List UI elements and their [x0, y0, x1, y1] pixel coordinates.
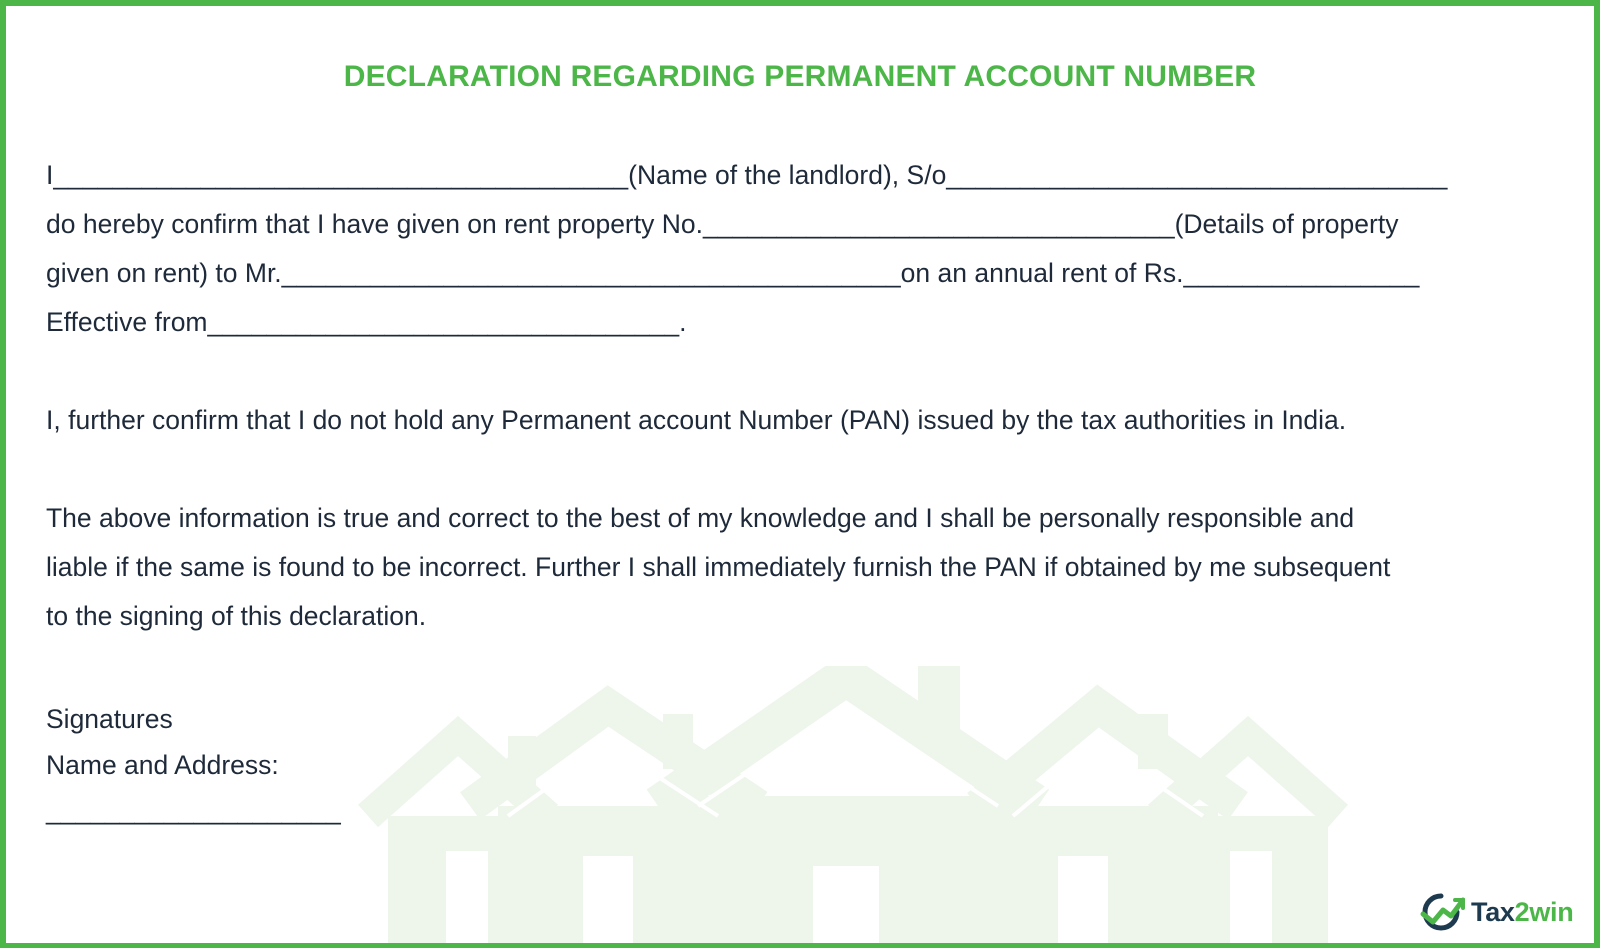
signatures-label: Signatures [46, 704, 173, 734]
paragraph-1-line-2: do hereby confirm that I have given on rent property No.________________________________(Details of property [46, 209, 1399, 239]
paragraph-3-line-1: The above information is true and correct to the best of my knowledge and I shall be personally responsible and [46, 503, 1355, 533]
paragraph-1-line-3: given on rent) to Mr.__________________________________________on an annual rent of Rs.________________ [46, 258, 1420, 288]
logo-text-win: win [1529, 896, 1574, 927]
paragraph-1-line-4: Effective from________________________________. [46, 307, 687, 337]
page-title: DECLARATION REGARDING PERMANENT ACCOUNT NUMBER [343, 60, 1257, 93]
paragraph-2: I, further confirm that I do not hold any Permanent account Number (PAN) issued by the tax authorities in India. [46, 405, 1347, 435]
tax2win-check-icon [1419, 892, 1465, 932]
signature-line: ____________________ [46, 795, 341, 825]
logo-wordmark [1471, 897, 1573, 928]
paragraph-1-line-1: I_______________________________________(Name of the landlord), S/o__________________________________ [46, 160, 1448, 190]
tax2win-logo [1419, 890, 1573, 934]
houses-watermark-icon [358, 666, 1358, 948]
paragraph-3-line-3: to the signing of this declaration. [46, 601, 427, 631]
logo-text-tax: Tax [1471, 896, 1515, 927]
name-address-label: Name and Address: [46, 750, 279, 780]
paragraph-3-line-2: liable if the same is found to be incorrect. Further I shall immediately furnish the PAN if obtained by me subsequent [46, 552, 1391, 582]
logo-text-2: 2 [1514, 896, 1530, 927]
